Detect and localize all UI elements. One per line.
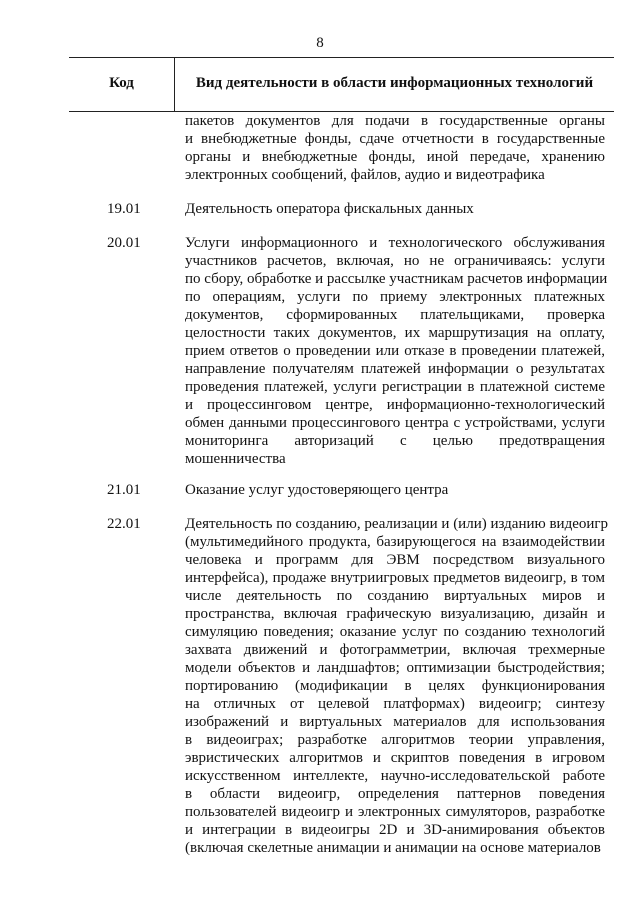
text-line: Оказание услуг удостоверяющего центра xyxy=(185,482,449,498)
text-line: (мультимедийного продукта, базирующегося на взаимодействии xyxy=(185,534,605,550)
text-line: и интеграции в видеоигры 2D и 3D-анимирования объектов xyxy=(185,822,605,838)
text-line: обмен данными процессингового центра с устройствами, услуги xyxy=(185,415,605,431)
row-code-22-01: 22.01 xyxy=(107,516,141,532)
text-line: модели объектов и ландшафтов; оптимизации быстродействия; xyxy=(185,660,605,676)
row-description-20-01 xyxy=(185,234,608,468)
row-code-21-01: 21.01 xyxy=(107,482,141,498)
text-line: целостности таких документов, их маршрутизация на оплату, xyxy=(185,325,605,341)
text-line: по операциям, услуги по приему электронных платежных xyxy=(185,289,605,305)
text-line: и процессинговом центре, информационно-технологический xyxy=(185,397,605,413)
text-line: и внебюджетные фонды, сдаче отчетности в государственные xyxy=(185,131,605,147)
text-line: в области видеоигр, определения паттернов поведения xyxy=(185,786,605,802)
column-header-description: Вид деятельности в области информационных технологий xyxy=(195,75,594,91)
text-line: прием ответов о проведении или отказе в проведении платежей, xyxy=(185,343,605,359)
text-line: (включая скелетные анимации и анимации на основе материалов xyxy=(185,840,601,856)
text-line: Деятельность по созданию, реализации и (или) изданию видеоигр xyxy=(185,516,609,532)
text-line: пространства, включая графическую визуализацию, дизайн и xyxy=(185,606,605,622)
text-line: пакетов документов для подачи в государственные органы xyxy=(185,113,605,129)
row-code-20-01: 20.01 xyxy=(107,235,141,251)
column-header-code: Код xyxy=(109,75,134,91)
row-description-21-01 xyxy=(185,481,605,499)
text-line: мониторинга авторизаций с целью предотвращения xyxy=(185,433,605,449)
text-line: документов, сформированных плательщиками, проверка xyxy=(185,307,605,323)
row-description-19-01 xyxy=(185,200,605,218)
row-description-22-01 xyxy=(185,515,609,857)
text-line: эвристических алгоритмов и скриптов поведения в игровом xyxy=(185,750,605,766)
row-code-19-01: 19.01 xyxy=(107,201,141,217)
text-line: мошенничества xyxy=(185,451,286,467)
text-line: числе деятельность по созданию виртуальных миров и xyxy=(185,588,605,604)
text-line: электронных сообщений, файлов, аудио и видеотрафика xyxy=(185,167,545,183)
text-line: участников расчетов, включая, но не ограничиваясь: услуги xyxy=(185,253,605,269)
text-line: по сбору, обработке и рассылке участникам расчетов информации xyxy=(185,271,608,287)
text-line: человека и программ для ЭВМ посредством визуального xyxy=(185,552,605,568)
text-line: интерфейса), продаже внутриигровых предметов видеоигр, в том xyxy=(185,570,605,586)
text-line: органы и внебюджетные фонды, иной передаче, хранению xyxy=(185,149,605,165)
text-line: искусственном интеллекте, научно-исследовательской работе xyxy=(185,768,605,784)
table-top-rule xyxy=(69,57,614,58)
text-line: изображений и виртуальных материалов для использования xyxy=(185,714,605,730)
text-line: на отличных от целевой платформах) видеоигр; синтезу xyxy=(185,696,605,712)
text-line: Деятельность оператора фискальных данных xyxy=(185,201,474,217)
text-line: пользователей видеоигр и электронных симуляторов, разработке xyxy=(185,804,605,820)
text-line: Услуги информационного и технологического обслуживания xyxy=(185,235,605,251)
text-line: портированию (модификации в целях функционирования xyxy=(185,678,605,694)
page-number: 8 xyxy=(316,35,324,51)
text-line: в видеоиграх; разработке алгоритмов теории управления, xyxy=(185,732,605,748)
text-line: направление получателям платежей информации о результатах xyxy=(185,361,605,377)
text-line: симуляцию поведения; оказание услуг по созданию технологий xyxy=(185,624,605,640)
text-line: проведения платежей, услуги регистрации в платежной системе xyxy=(185,379,605,395)
text-line: захвата движений и фотограмметрии, включая трехмерные xyxy=(185,642,605,658)
continuation-paragraph xyxy=(185,112,605,184)
